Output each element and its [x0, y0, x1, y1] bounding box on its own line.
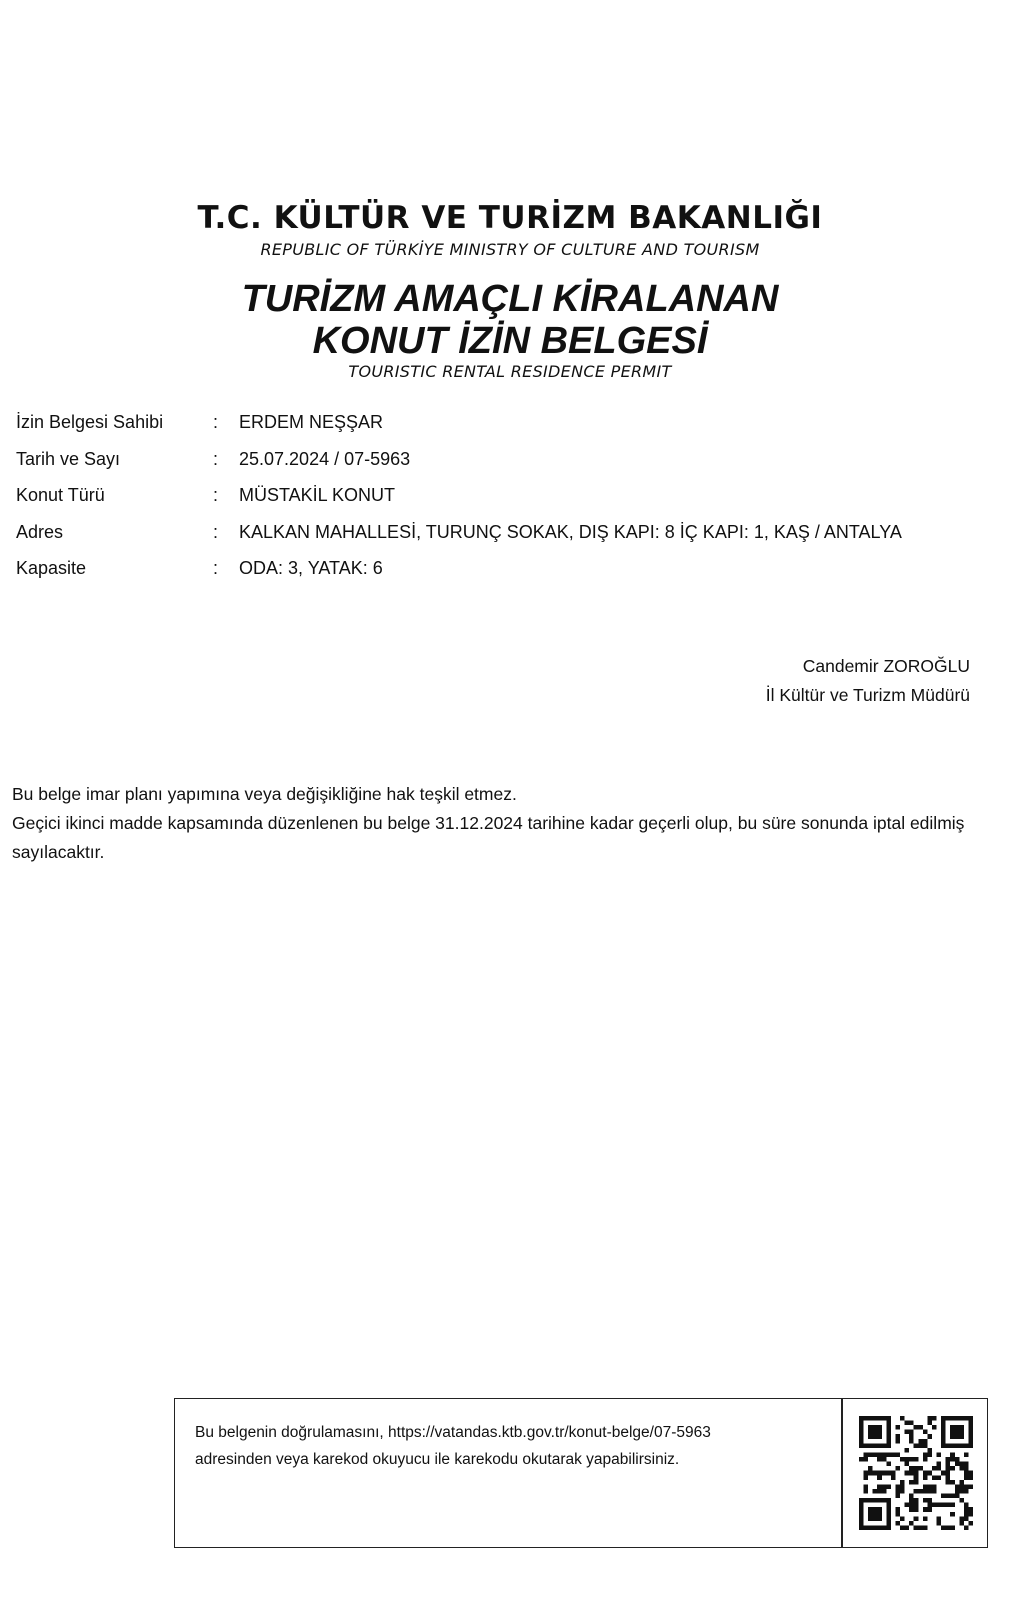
- field-value: MÜSTAKİL KONUT: [239, 485, 396, 505]
- document-title: [0, 278, 1020, 362]
- field-colon: :: [213, 412, 219, 432]
- signature-block: [766, 652, 970, 710]
- verification-line-2: adresinden veya karekod okuyucu ile karekodu okutarak yapabilirsiniz.: [195, 1451, 680, 1468]
- legal-notes: [12, 780, 1007, 867]
- signatory-title: İl Kültür ve Turizm Müdürü: [765, 685, 970, 705]
- field-label: İzin Belgesi Sahibi: [16, 412, 164, 432]
- field-colon: :: [213, 485, 219, 505]
- field-colon: :: [213, 521, 219, 542]
- field-label: Kapasite: [16, 558, 87, 578]
- field-row-owner: [16, 412, 1006, 449]
- field-value: KALKAN MAHALLESİ, TURUNÇ SOKAK, DIŞ KAPI: 8 İÇ KAPI: 1, KAŞ / ANTALYA: [239, 521, 902, 542]
- field-row-date-number: [16, 449, 1006, 486]
- note-line-1: Bu belge imar planı yapımına veya değişikliğine hak teşkil etmez.: [12, 784, 517, 804]
- note-line-2: Geçici ikinci madde kapsamında düzenlenen bu belge 31.12.2024 tarihine kadar geçerli olup, bu süre sonunda iptal edilmiş sayılacaktır.: [12, 813, 965, 862]
- field-row-residence-type: [16, 485, 1006, 522]
- field-colon: :: [213, 448, 219, 469]
- document-title-line-1: TURİZM AMAÇLI KİRALANAN: [241, 278, 779, 320]
- verification-text: [195, 1419, 835, 1473]
- field-row-capacity: [16, 558, 1006, 595]
- field-colon: :: [213, 558, 219, 578]
- field-label: Konut Türü: [16, 485, 105, 505]
- field-row-address: [16, 522, 1006, 559]
- ministry-title: T.C. KÜLTÜR VE TURİZM BAKANLIĞI: [197, 200, 823, 236]
- ministry-title-english: REPUBLIC OF TÜRKİYE MINISTRY OF CULTURE AND TOURISM: [260, 240, 760, 259]
- field-value: ERDEM NEŞŞAR: [239, 412, 384, 432]
- verification-line-1: Bu belgenin doğrulamasını, https://vatandas.ktb.gov.tr/konut-belge/07-5963: [195, 1424, 711, 1441]
- qr-divider: [841, 1399, 843, 1547]
- document-title-line-2: KONUT İZİN BELGESİ: [312, 320, 708, 362]
- permit-fields: [16, 412, 1006, 595]
- field-value: ODA: 3, YATAK: 6: [239, 558, 383, 578]
- field-label: Tarih ve Sayı: [16, 448, 121, 469]
- signatory-name: Candemir ZOROĞLU: [802, 656, 970, 676]
- document-title-english: TOURISTIC RENTAL RESIDENCE PERMIT: [348, 362, 672, 381]
- verification-box: [174, 1398, 988, 1548]
- field-label: Adres: [16, 521, 64, 542]
- field-value: 25.07.2024 / 07-5963: [239, 448, 411, 469]
- qr-code-icon[interactable]: [859, 1416, 973, 1530]
